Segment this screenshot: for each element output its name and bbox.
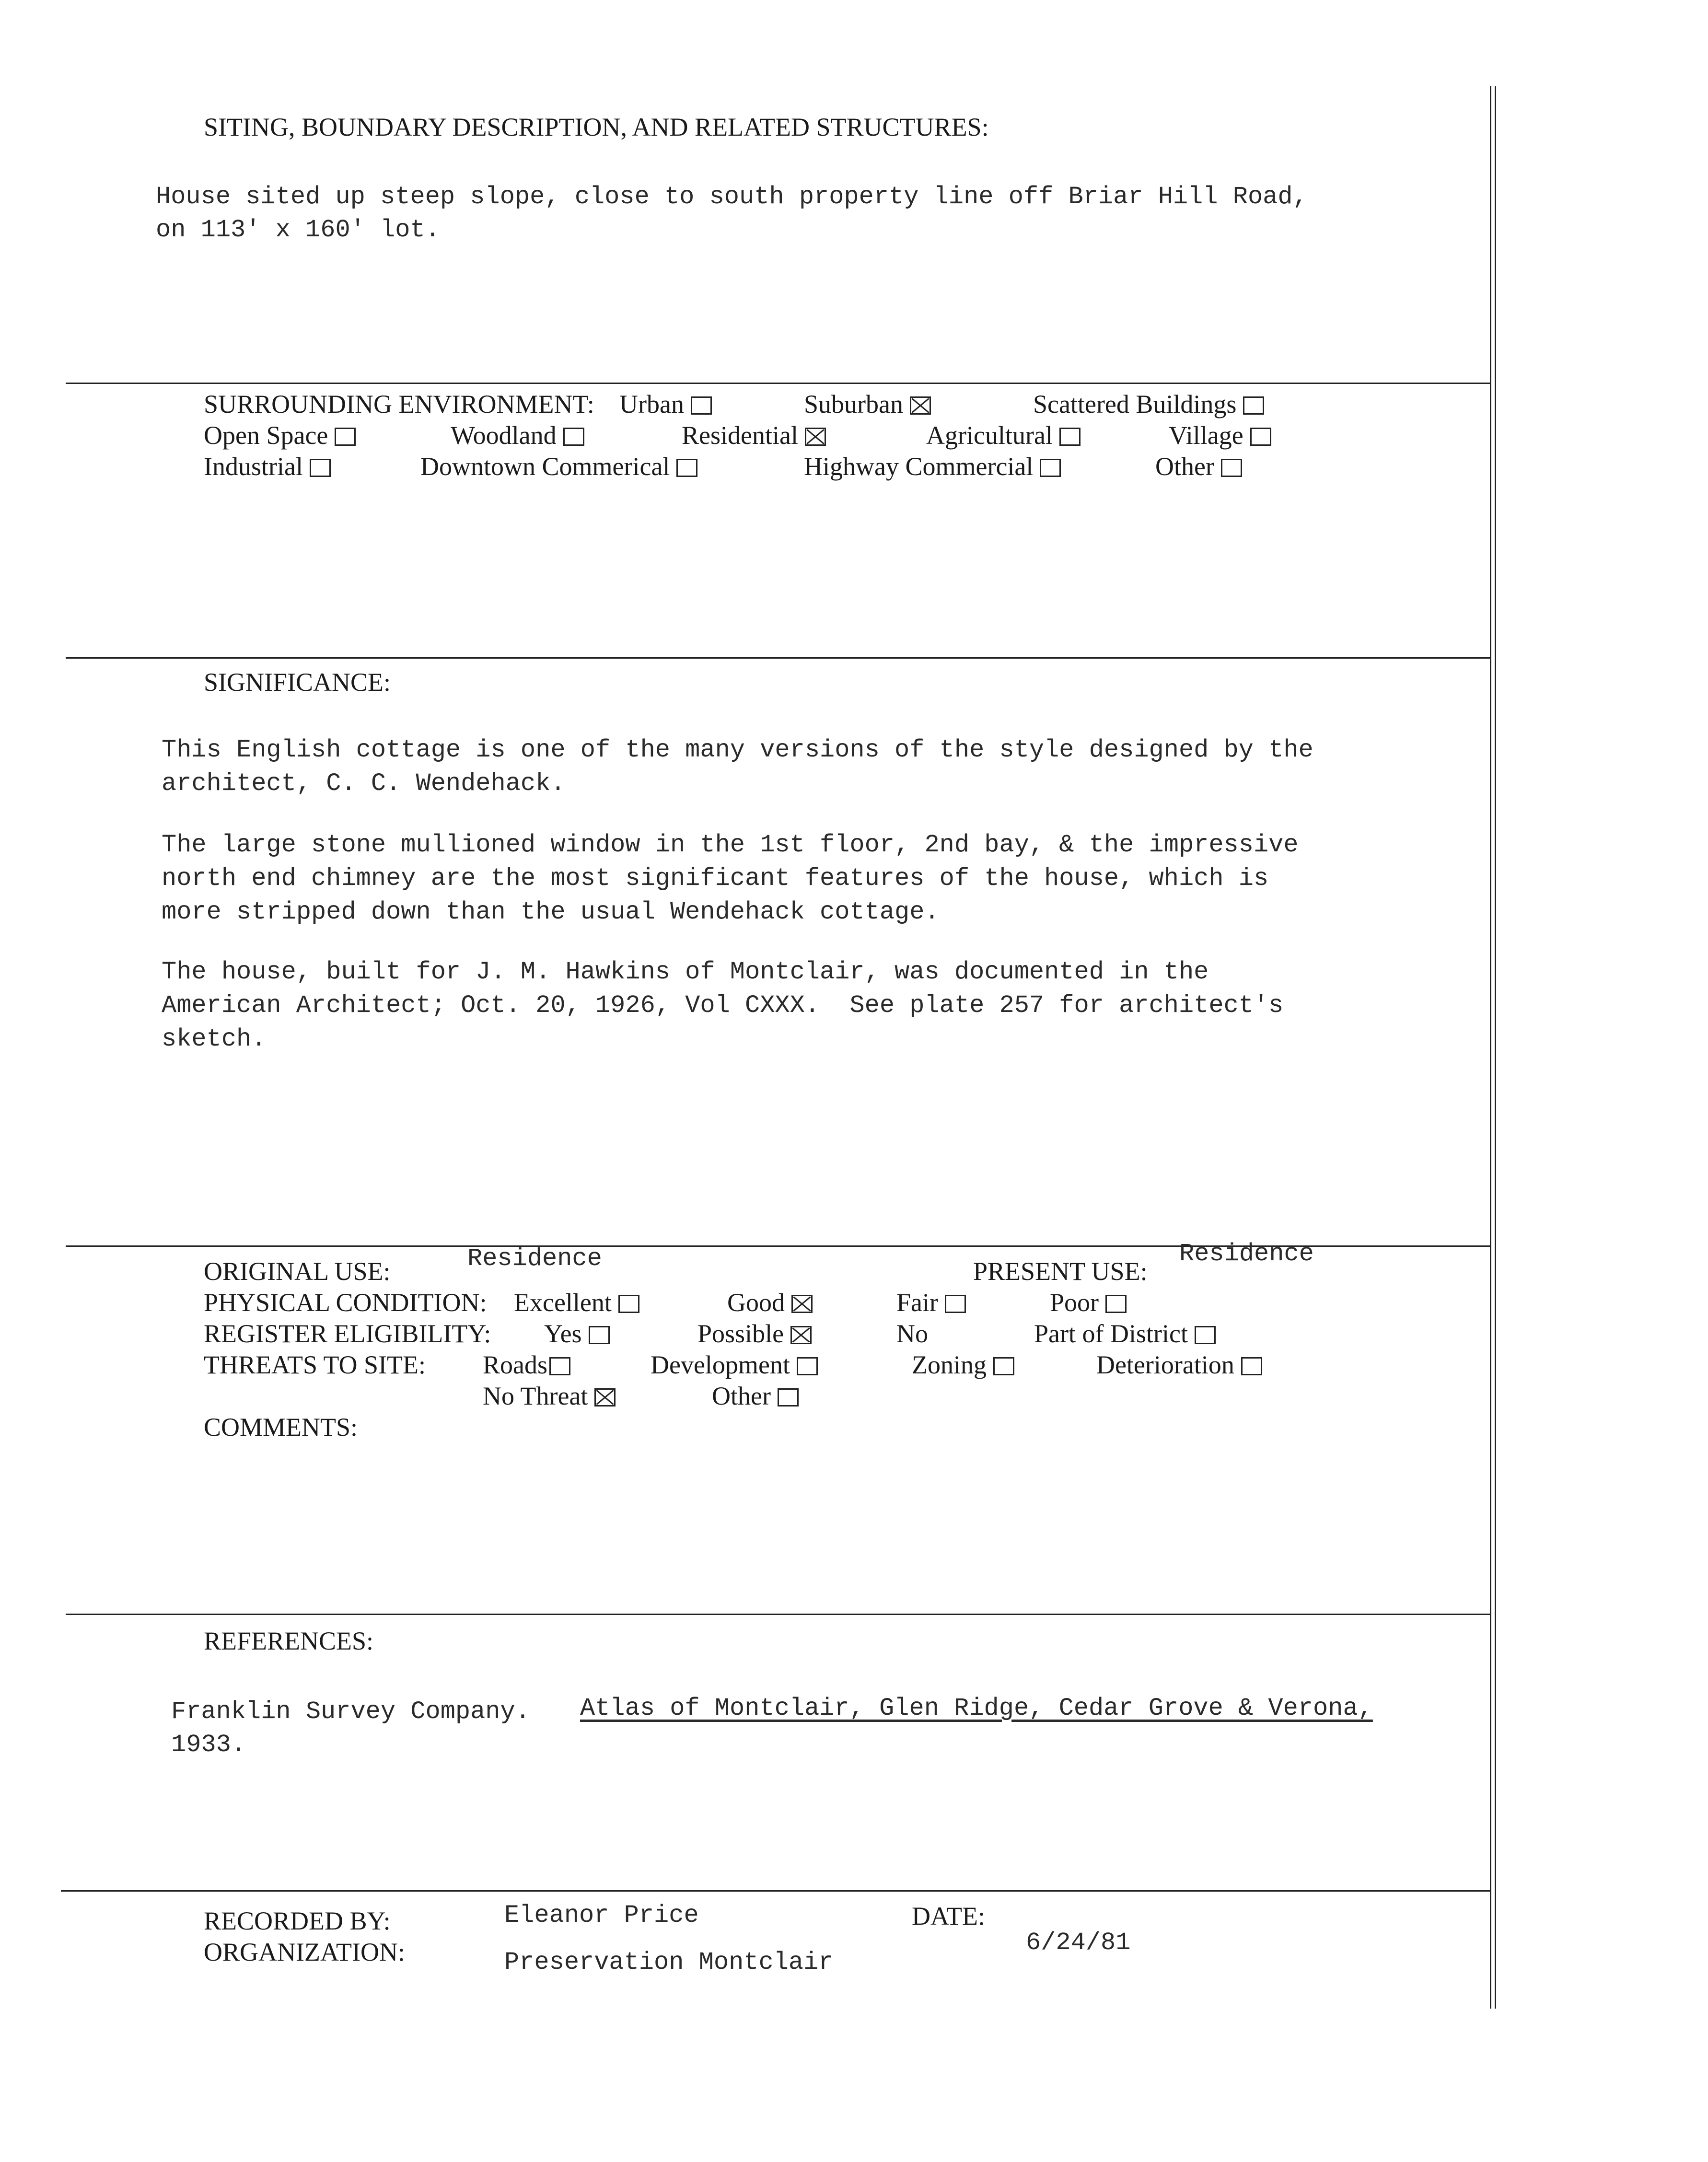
env-option-industrial[interactable]: Industrial xyxy=(204,453,331,479)
env-option-residential[interactable]: Residential xyxy=(682,422,826,448)
env-option-village[interactable]: Village xyxy=(1169,422,1271,448)
threat-other-checkbox[interactable] xyxy=(778,1388,799,1406)
physical-condition-label: PHYSICAL CONDITION: xyxy=(204,1288,487,1317)
env-option-suburban[interactable]: Suburban xyxy=(804,391,931,417)
divider-recorded xyxy=(61,1890,1490,1892)
env-option-urban[interactable]: Urban xyxy=(619,391,712,417)
open-space-checkbox[interactable] xyxy=(335,428,356,446)
original-use-label: ORIGINAL USE: xyxy=(204,1257,391,1286)
threat-option-deterioration[interactable]: Deterioration xyxy=(1096,1352,1262,1378)
original-use-value[interactable]: Residence xyxy=(467,1244,602,1273)
reference-author: Franklin Survey Company. xyxy=(171,1697,530,1726)
threat-option-other[interactable]: Other xyxy=(712,1383,799,1409)
env-option-downtown-commerical[interactable]: Downtown Commerical xyxy=(420,453,697,479)
suburban-checkbox[interactable] xyxy=(910,396,931,415)
eligibility-option-no: No xyxy=(896,1319,928,1348)
eligibility-option-yes[interactable]: Yes xyxy=(544,1321,610,1347)
roads-checkbox[interactable] xyxy=(549,1357,570,1375)
development-checkbox[interactable] xyxy=(797,1357,818,1375)
highway-commercial-checkbox[interactable] xyxy=(1040,459,1061,477)
significance-paragraph-1: This English cottage is one of the many versions of the style designed by the architect, C. C. Wendehack. xyxy=(162,736,1313,798)
date-label: DATE: xyxy=(912,1902,985,1930)
comments-label: COMMENTS: xyxy=(204,1413,358,1441)
good-checkbox[interactable] xyxy=(791,1295,813,1313)
reference-year: 1933. xyxy=(171,1731,246,1759)
threat-option-development[interactable]: Development xyxy=(651,1352,818,1378)
env-other-checkbox[interactable] xyxy=(1221,459,1242,477)
env-option-woodland[interactable]: Woodland xyxy=(451,422,584,448)
eligibility-option-possible[interactable]: Possible xyxy=(697,1321,812,1347)
organization-value[interactable]: Preservation Montclair xyxy=(504,1948,834,1976)
date-value[interactable]: 6/24/81 xyxy=(1026,1929,1131,1957)
recorded-by-label: RECORDED BY: xyxy=(204,1906,391,1935)
yes-checkbox[interactable] xyxy=(589,1326,610,1344)
divider-references xyxy=(66,1614,1490,1615)
condition-option-good[interactable]: Good xyxy=(727,1290,813,1315)
threat-option-no-threat[interactable]: No Threat xyxy=(483,1383,616,1409)
organization-label: ORGANIZATION: xyxy=(204,1938,405,1966)
reference-title: Atlas of Montclair, Glen Ridge, Cedar Grove & Verona, xyxy=(580,1694,1373,1722)
env-option-highway-commercial[interactable]: Highway Commercial xyxy=(804,453,1061,479)
significance-paragraph-2: The large stone mullioned window in the 1st floor, 2nd bay, & the impressive north end chimney are the most significant features of the house, which is more stripped down than the usual Wendehack cottage. xyxy=(162,831,1299,926)
present-use-label: PRESENT USE: xyxy=(973,1257,1148,1286)
zoning-checkbox[interactable] xyxy=(993,1357,1014,1375)
siting-heading: SITING, BOUNDARY DESCRIPTION, AND RELATED STRUCTURES: xyxy=(204,113,989,141)
threat-option-roads[interactable]: Roads xyxy=(483,1352,570,1378)
urban-checkbox[interactable] xyxy=(691,396,712,415)
woodland-checkbox[interactable] xyxy=(563,428,584,446)
register-eligibility-label: REGISTER ELIGIBILITY: xyxy=(204,1319,491,1348)
threats-label: THREATS TO SITE: xyxy=(204,1350,426,1379)
significance-heading: SIGNIFICANCE: xyxy=(204,668,391,697)
downtown-commerical-checkbox[interactable] xyxy=(676,459,697,477)
siting-line-2: on 113' x 160' lot. xyxy=(156,216,440,244)
part-of-district-checkbox[interactable] xyxy=(1195,1326,1216,1344)
residential-checkbox[interactable] xyxy=(805,428,826,446)
references-heading: REFERENCES: xyxy=(204,1627,374,1655)
industrial-checkbox[interactable] xyxy=(310,459,331,477)
recorded-by-value[interactable]: Eleanor Price xyxy=(504,1901,699,1930)
env-option-other[interactable]: Other xyxy=(1155,453,1242,479)
right-border-outer xyxy=(1495,86,1496,2009)
excellent-checkbox[interactable] xyxy=(618,1295,639,1313)
poor-checkbox[interactable] xyxy=(1105,1295,1127,1313)
condition-option-poor[interactable]: Poor xyxy=(1050,1290,1127,1315)
condition-option-fair[interactable]: Fair xyxy=(896,1290,966,1315)
present-use-value[interactable]: Residence xyxy=(1179,1240,1314,1268)
eligibility-option-part-of-district[interactable]: Part of District xyxy=(1034,1321,1216,1347)
agricultural-checkbox[interactable] xyxy=(1059,428,1081,446)
right-border-inner xyxy=(1490,86,1491,2009)
env-option-scattered-buildings[interactable]: Scattered Buildings xyxy=(1033,391,1264,417)
siting-line-1: House sited up steep slope, close to south property line off Briar Hill Road, xyxy=(156,183,1308,211)
divider-significance xyxy=(66,657,1490,659)
condition-option-excellent[interactable]: Excellent xyxy=(514,1290,639,1315)
env-option-agricultural[interactable]: Agricultural xyxy=(926,422,1081,448)
fair-checkbox[interactable] xyxy=(945,1295,966,1313)
deterioration-checkbox[interactable] xyxy=(1241,1357,1262,1375)
scattered-buildings-checkbox[interactable] xyxy=(1243,396,1264,415)
divider-environment xyxy=(66,383,1490,384)
village-checkbox[interactable] xyxy=(1250,428,1271,446)
significance-paragraph-3: The house, built for J. M. Hawkins of Montclair, was documented in the American Architect; Oct. 20, 1926, Vol CXXX. See plate 257 for architect's sketch. xyxy=(162,958,1284,1053)
no-threat-checkbox[interactable] xyxy=(594,1388,616,1406)
env-option-open-space[interactable]: Open Space xyxy=(204,422,356,448)
threat-option-zoning[interactable]: Zoning xyxy=(912,1352,1014,1378)
possible-checkbox[interactable] xyxy=(790,1326,812,1344)
environment-heading: SURROUNDING ENVIRONMENT: xyxy=(204,390,594,418)
